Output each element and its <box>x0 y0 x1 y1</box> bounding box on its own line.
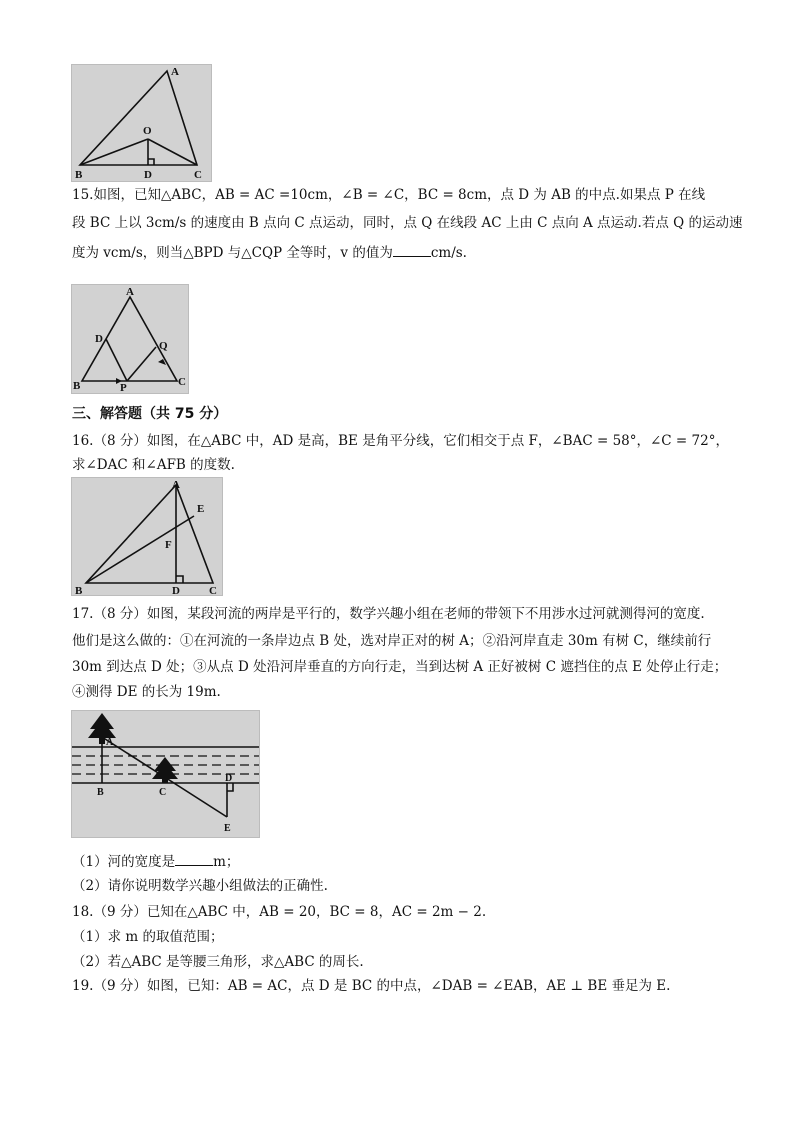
fig3-label-c: C <box>209 585 217 595</box>
q15-line-2: 段 BC 上以 3cm/s 的速度由 B 点向 C 点运动，同时，点 Q 在线段 AC 上由 C 点向 A 点运动.若点 Q 的运动速 <box>72 215 743 231</box>
fig1-label-o: O <box>143 125 152 137</box>
q19-line-1: 19.（9 分）如图，已知：AB = AC，点 D 是 BC 的中点，∠DAB = ∠EAB，AE ⊥ BE 垂足为 E. <box>72 978 671 994</box>
figure-1-drawing <box>72 65 211 181</box>
fig3-label-e: E <box>197 503 205 515</box>
q15-line-3-text: 度为 vcm/s，则当△BPD 与△CQP 全等时，v 的值为 <box>72 245 393 261</box>
figure-3-drawing <box>72 478 222 595</box>
q17-line-4: ④测得 DE 的长为 19m. <box>72 684 221 700</box>
figure-river-measurement <box>71 710 260 838</box>
q16-line-1: 16.（8 分）如图，在△ABC 中，AD 是高，BE 是角平分线，它们相交于点 F，∠BAC = 58°，∠C = 72°， <box>72 433 729 449</box>
tree-icon <box>152 757 178 783</box>
q18-line-1: 18.（9 分）已知在△ABC 中，AB = 20，BC = 8，AC = 2m − 2. <box>72 904 487 920</box>
q15-line-3 <box>72 244 467 262</box>
q15-line-3-unit: cm/s. <box>430 245 467 261</box>
fig2-label-a: A <box>126 286 134 298</box>
fig4-label-a: A <box>106 737 114 748</box>
figure-triangle-abc-pq <box>71 284 189 394</box>
fig2-label-b: B <box>73 380 81 392</box>
q17-sub-1-unit: m； <box>213 854 240 870</box>
section-title: 三、解答题（共 75 分） <box>72 406 228 422</box>
figure-triangle-abc-o <box>71 64 212 182</box>
figure-triangle-abc-ef <box>71 477 223 596</box>
fig4-label-c: C <box>159 787 167 798</box>
fig2-label-p: P <box>120 382 127 393</box>
q15-answer-blank <box>393 244 431 257</box>
fig4-label-b: B <box>97 787 104 798</box>
fig2-label-q: Q <box>159 340 168 352</box>
q17-line-3: 30m 到达点 D 处；③从点 D 处沿河岸垂直的方向行走，当到达树 A 正好被树 C 遮挡住的点 E 处停止行走； <box>72 659 728 675</box>
fig1-label-a: A <box>171 66 179 78</box>
fig4-label-d: D <box>225 773 233 784</box>
figure-4-drawing <box>72 711 259 837</box>
fig3-label-a: A <box>172 479 180 491</box>
fig1-label-c: C <box>194 169 202 181</box>
q17-sub-1 <box>72 853 239 871</box>
q17-sub-1-text: （1）河的宽度是 <box>72 854 176 870</box>
q17-line-2: 他们是这么做的：①在河流的一条岸边点 B 处，选对岸正对的树 A；②沿河岸直走 30m 有树 C，继续前行 <box>72 633 712 649</box>
fig2-label-d: D <box>95 333 103 345</box>
q17-answer-blank <box>175 853 213 866</box>
fig3-label-b: B <box>75 585 83 595</box>
fig3-label-f: F <box>165 539 172 551</box>
fig3-label-d: D <box>172 585 180 595</box>
fig4-label-e: E <box>224 823 231 834</box>
q18-sub-2: （2）若△ABC 是等腰三角形，求△ABC 的周长. <box>72 954 364 970</box>
q18-sub-1: （1）求 m 的取值范围； <box>72 929 224 945</box>
q15-line-1: 15.如图，已知△ABC，AB = AC =10cm，∠B = ∠C，BC = 8cm，点 D 为 AB 的中点.如果点 P 在线 <box>72 187 706 203</box>
q16-line-2: 求∠DAC 和∠AFB 的度数. <box>72 457 235 473</box>
q17-sub-2: （2）请你说明数学兴趣小组做法的正确性. <box>72 878 328 894</box>
fig1-label-d: D <box>144 169 152 181</box>
q17-line-1: 17.（8 分）如图，某段河流的两岸是平行的，数学兴趣小组在老师的带领下不用涉水过河就测得河的宽度. <box>72 606 705 622</box>
fig1-label-b: B <box>75 169 83 181</box>
fig2-label-c: C <box>178 376 186 388</box>
figure-2-drawing <box>72 285 188 393</box>
